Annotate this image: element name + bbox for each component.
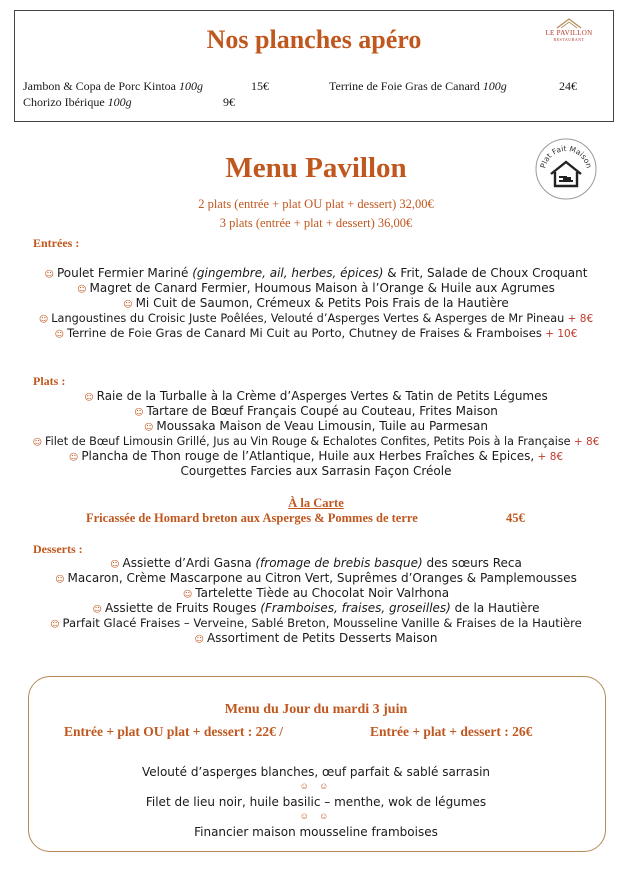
dish-item: Courgettes Farcies aux Sarrasin Façon Créole <box>180 464 452 478</box>
smiley-bullet-icon: ☺ <box>123 300 133 310</box>
jour-dessert: Financier maison mousseline framboises <box>194 825 438 839</box>
smiley-bullet-icon: ☺ <box>77 285 87 295</box>
smiley-bullet-icon: ☺ <box>134 408 144 418</box>
smiley-bullet-icon: ☺ <box>32 438 42 448</box>
jour-formula-left: Entrée + plat OU plat + dessert : 22€ / <box>64 724 283 739</box>
smiley-bullet-icon: ☺ <box>143 423 154 433</box>
dish-item: ☺ Tartare de Bœuf Français Coupé au Couteau, Frites Maison <box>134 404 498 418</box>
restaurant-logo <box>535 17 603 57</box>
jour-entree: Velouté d’asperges blanches, œuf parfait & sablé sarrasin <box>141 765 491 779</box>
apero-item: Jambon & Copa de Porc Kintoa 100g <box>23 79 203 93</box>
logo-name: LE PAVILLON <box>545 29 593 37</box>
pavilion-roof-icon <box>556 17 582 29</box>
dish-item: ☺ Assortiment de Petits Desserts Maison <box>194 631 438 645</box>
smiley-bullet-icon: ☺ <box>182 590 193 600</box>
apero-price: 15€ <box>251 79 269 93</box>
dish-item: ☺ Mi Cuit de Saumon, Crémeux & Petits Pois Frais de la Hautière <box>123 296 509 310</box>
smiley-bullet-icon: ☺ <box>68 453 79 463</box>
dish-item: ☺ Magret de Canard Fermier, Houmous Maison à l’Orange & Huile aux Agrumes <box>77 281 555 295</box>
fait-maison-stamp <box>533 136 599 202</box>
smiley-bullet-icon: ☺ <box>84 393 94 403</box>
formula-2-plats: 2 plats (entrée + plat OU plat + dessert) 32,00€ <box>198 197 434 211</box>
smiley-separator-icon: ☺ ☺ <box>299 811 333 821</box>
smiley-bullet-icon: ☺ <box>55 575 65 585</box>
dish-item: ☺ Filet de Bœuf Limousin Grillé, Jus au Vin Rouge & Echalotes Confites, Petits Pois à la Française + 8€ <box>32 435 600 448</box>
smiley-bullet-icon: ☺ <box>110 560 120 570</box>
dish-item: ☺ Poulet Fermier Mariné (gingembre, ail, herbes, épices) & Frit, Salade de Choux Croquant <box>44 266 588 280</box>
desserts-label: Desserts : <box>33 542 83 556</box>
supplement: + 10€ <box>541 328 578 340</box>
dish-item: ☺ Macaron, Crème Mascarpone au Citron Vert, Suprêmes d’Oranges & Pamplemousses <box>55 571 577 585</box>
apero-title: Nos planches apéro <box>206 25 422 54</box>
apero-item: Chorizo Ibérique 100g <box>23 95 132 109</box>
apero-price: 9€ <box>223 95 235 109</box>
menu-du-jour-title: Menu du Jour du mardi 3 juin <box>224 702 408 717</box>
smiley-bullet-icon: ☺ <box>54 330 64 340</box>
supplement: + 8€ <box>570 436 600 448</box>
plats-label: Plats : <box>33 374 66 388</box>
jour-plat: Filet de lieu noir, huile basilic – menthe, wok de légumes <box>145 795 487 809</box>
logo-subtitle: RESTAURANT <box>553 37 585 42</box>
apero-item: Terrine de Foie Gras de Canard 100g <box>329 79 507 93</box>
dish-item: ☺ Plancha de Thon rouge de l’Atlantique, Huile aux Herbes Fraîches & Epices, + 8€ <box>68 449 564 463</box>
supplement: + 8€ <box>534 451 564 463</box>
dish-item: ☺ Assiette d’Ardi Gasna (fromage de brebis basque) des sœurs Reca <box>110 556 522 570</box>
apero-price: 24€ <box>559 79 577 93</box>
carte-price: 45€ <box>506 511 525 525</box>
carte-title: À la Carte <box>288 496 344 510</box>
smiley-bullet-icon: ☺ <box>92 605 102 615</box>
dish-item: ☺ Parfait Glacé Fraises – Verveine, Sablé Breton, Mousseline Vanille & Fraises de la Hautière <box>50 616 582 630</box>
dish-item: ☺ Raie de la Turballe à la Crème d’Asperges Vertes & Tatin de Petits Légumes <box>84 389 548 403</box>
smiley-separator-icon: ☺ ☺ <box>299 781 333 791</box>
dish-item: ☺ Tartelette Tiède au Chocolat Noir Valrhona <box>182 586 450 600</box>
dish-item: ☺ Moussaka Maison de Veau Limousin, Tuile au Parmesan <box>143 419 489 433</box>
menu-title: Menu Pavillon <box>225 152 407 184</box>
jour-formula-right: Entrée + plat + dessert : 26€ <box>370 724 533 739</box>
smiley-bullet-icon: ☺ <box>50 620 60 630</box>
entrees-label: Entrées : <box>33 236 80 250</box>
svg-text:Plat Fait Maison: Plat Fait Maison <box>538 143 594 170</box>
supplement: + 8€ <box>564 313 594 325</box>
smiley-bullet-icon: ☺ <box>38 315 49 325</box>
fait-maison-icon <box>533 136 599 202</box>
smiley-bullet-icon: ☺ <box>44 270 54 280</box>
dish-item: ☺ Assiette de Fruits Rouges (Framboises, fraises, groseilles) de la Hautière <box>92 601 540 615</box>
dish-item: ☺ Langoustines du Croisic Juste Poêlées, Velouté d’Asperges Vertes & Asperges de Mr Pineau + 8€ <box>38 312 594 325</box>
smiley-bullet-icon: ☺ <box>194 635 204 645</box>
apero-box <box>14 10 614 122</box>
carte-item: Fricassée de Homard breton aux Asperges & Pommes de terre <box>86 511 418 525</box>
formula-3-plats: 3 plats (entrée + plat + dessert) 36,00€ <box>219 216 413 230</box>
dish-item: ☺ Terrine de Foie Gras de Canard Mi Cuit au Porto, Chutney de Fraises & Framboises + 10€ <box>54 326 578 340</box>
